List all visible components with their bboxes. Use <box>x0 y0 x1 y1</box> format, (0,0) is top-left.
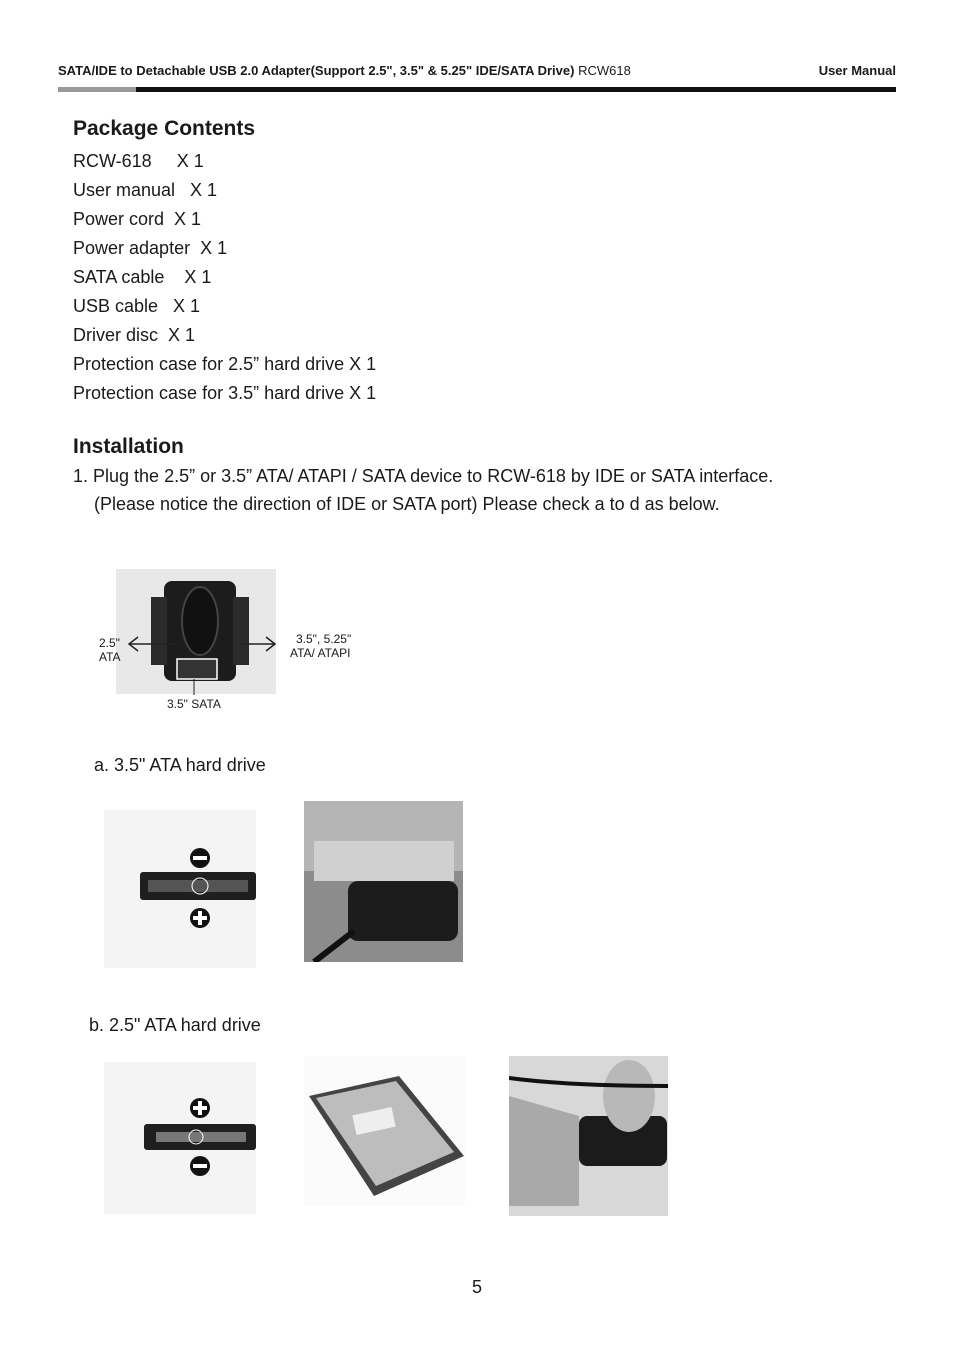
list-item: Power adapter X 1 <box>73 238 228 258</box>
installation-heading: Installation <box>73 435 184 458</box>
hard-drive-3-5-photo <box>304 801 463 962</box>
list-item: Protection case for 2.5” hard drive X 1 <box>73 354 377 374</box>
list-item: RCW-618 X 1 <box>73 151 204 171</box>
label-2-5-ata: 2.5" ATA <box>99 636 121 664</box>
list-item: SATA cable X 1 <box>73 267 212 287</box>
installation-step-1: 1. Plug the 2.5” or 3.5” ATA/ ATAPI / SATA device to RCW-618 by IDE or SATA interface. <box>73 466 774 486</box>
header-rule-accent <box>58 87 138 92</box>
header-right: User Manual <box>818 63 896 78</box>
package-contents-list <box>73 147 376 408</box>
ide-connector-photo-a <box>104 810 256 968</box>
label-3-5-sata: 3.5" SATA <box>167 697 221 711</box>
list-item: Power cord X 1 <box>73 209 202 229</box>
section-a-caption: a. 3.5" ATA hard drive <box>94 755 266 775</box>
header-rule <box>136 87 896 92</box>
installation-step-1-note: (Please notice the direction of IDE or SATA port) Please check a to d as below. <box>94 494 720 514</box>
list-item: Driver disc X 1 <box>73 325 196 345</box>
package-contents-heading: Package Contents <box>73 117 256 140</box>
header-title <box>58 63 631 78</box>
list-item: Protection case for 3.5” hard drive X 1 <box>73 383 377 403</box>
list-item: User manual X 1 <box>73 180 218 200</box>
label-3-5-ata-atapi: 3.5", 5.25" ATA/ ATAPI <box>290 632 352 660</box>
section-b-caption: b. 2.5" ATA hard drive <box>89 1015 261 1035</box>
adapter-diagram-arrows <box>90 560 320 710</box>
hard-drive-2-5-photo <box>304 1056 465 1206</box>
adapter-attach-2-5-photo <box>509 1056 668 1216</box>
list-item: USB cable X 1 <box>73 296 201 316</box>
header-model: RCW618 <box>578 63 631 78</box>
header-title-bold: SATA/IDE to Detachable USB 2.0 Adapter(Support 2.5", 3.5" & 5.25" IDE/SATA Drive) <box>58 63 575 78</box>
page-number: 5 <box>471 1277 482 1297</box>
ide-connector-photo-b <box>104 1062 256 1214</box>
